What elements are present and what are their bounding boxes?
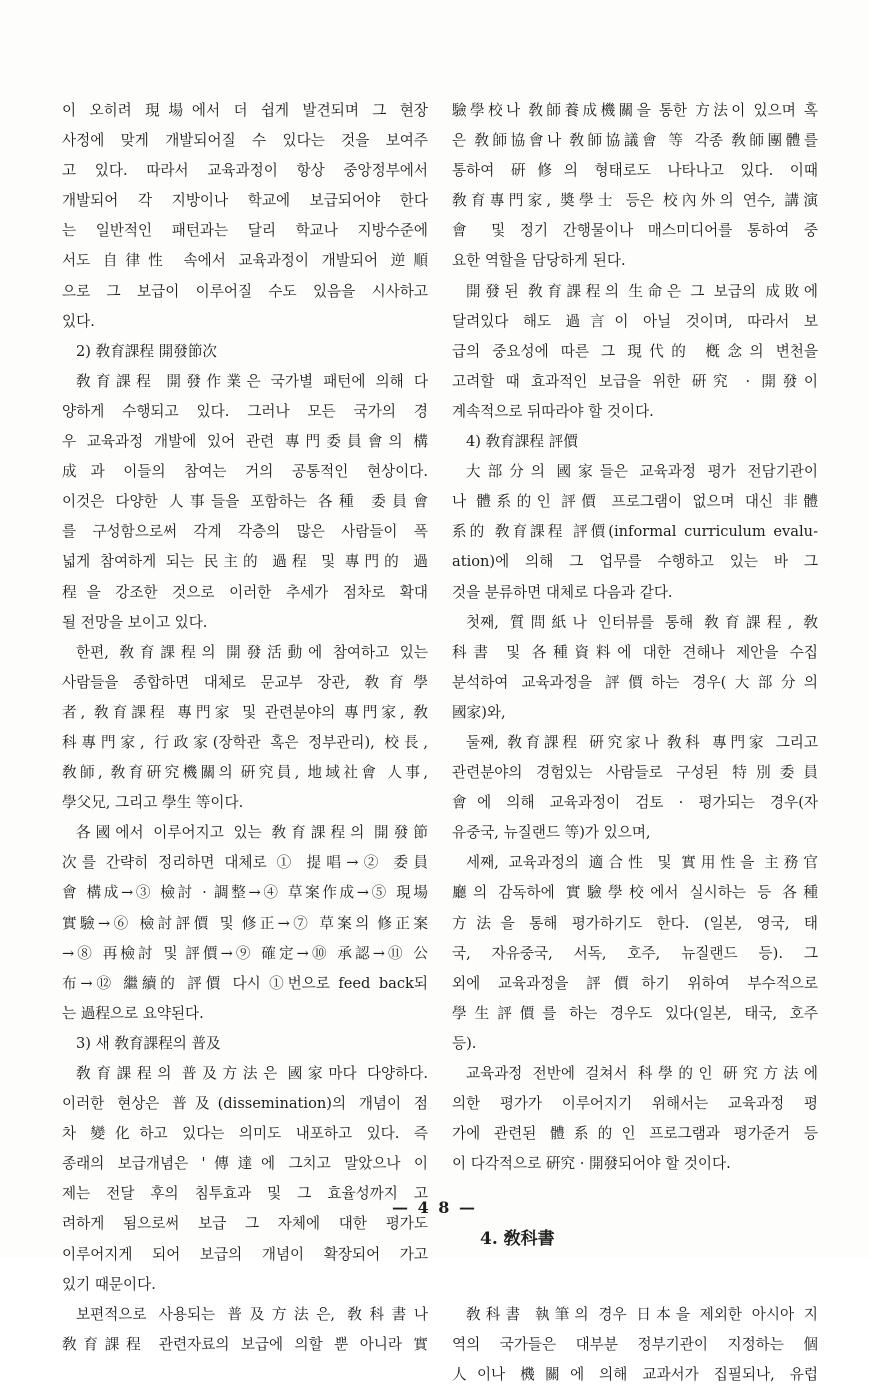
subsection-heading: 2) 敎育課程 開發節次 <box>76 342 218 360</box>
text-line: 會 構成→③ 檢討 · 調整→④ 草案作成→⑤ 現場 <box>62 884 428 902</box>
text-line: 사람들을 종합하면 대체로 문교부 장관, 敎育學 <box>62 673 428 691</box>
paragraph-first-line: 各國에서 이루어지고 있는 敎育課程의 開發節 <box>76 824 428 842</box>
text-line: 敎師, 敎育硏究機關의 硏究員, 地域社會 人事, <box>62 764 428 782</box>
paragraph-first-line: 둘째, 敎育課程 硏究家나 敎科 專門家 그리고 <box>466 733 818 751</box>
text-line: 분석하여 교육과정을 評價하는 경우(大部分의 <box>452 673 818 691</box>
text-line: 은 敎師協會나 敎師協議會 等 각종 敎師團體를 <box>452 132 818 150</box>
text-line: 科專門家, 行政家(장학관 혹은 정부관리), 校長, <box>62 733 428 751</box>
left-column <box>62 96 428 1360</box>
text-line: 이 오히려 現場에서 더 쉽게 발견되며 그 현장 <box>62 102 428 119</box>
paragraph-first-line: 敎科書 執筆의 경우 日本을 제외한 아시아 지 <box>466 1305 818 1323</box>
paragraph-first-line: 세째, 교육과정의 適合性 및 實用性을 主務官 <box>466 854 818 872</box>
text-line: 나 體系的인 評價 프로그램이 없으며 대신 非體 <box>452 493 818 511</box>
text-line: 려하게 됨으로써 보급 그 자체에 대한 평가도 <box>62 1215 428 1233</box>
text-line: 方法을 통해 평가하기도 한다. (일본, 영국, 태 <box>452 914 818 932</box>
paragraph-last-line: 요한 역할을 담당하게 된다. <box>452 252 626 270</box>
text-line: 系的 敎育課程 評價(informal curriculum evalu- <box>452 523 818 541</box>
text-line: 學生評價를 하는 경우도 있다(일본, 태국, 호주 <box>452 1004 818 1022</box>
page-number: — 4 8 — <box>392 1198 477 1217</box>
section-heading: 4. 敎科書 <box>480 1229 555 1250</box>
text-line: 양하게 수행되고 있다. 그러나 모든 국가의 경 <box>62 402 428 420</box>
text-line: 實驗→⑥ 檢討評價 및 修正→⑦ 草案의 修正案 <box>62 914 428 932</box>
paragraph-last-line: 유중국, 뉴질랜드 等)가 있으며, <box>452 824 651 842</box>
subsection-heading: 4) 敎育課程 評價 <box>466 433 578 451</box>
text-line: 넓게 참여하게 되는 民主的 過程 및 專門的 過 <box>62 553 428 571</box>
text-line: 次를 간략히 정리하면 대체로 ① 提唱→② 委員 <box>62 854 428 872</box>
text-line: 人이나 機關에 의해 교과서가 집필되나, 유럽 <box>452 1365 818 1383</box>
paragraph-first-line: 開發된 敎育課程의 生命은 그 보급의 成敗에 <box>466 282 818 300</box>
paragraph-last-line: 는 過程으로 요약된다. <box>62 1004 204 1022</box>
text-line: 會에 의해 교육과정이 검토 · 평가되는 경우(자 <box>452 794 818 812</box>
paragraph-first-line: 교육과정 전반에 걸쳐서 科學的인 硏究方法에 <box>466 1065 818 1082</box>
text-line: 는 일반적인 패턴과는 달리 학교나 지방수준에 <box>62 222 428 240</box>
text-line: 고려할 때 효과적인 보급을 위한 硏究 · 開發이 <box>452 372 818 390</box>
paragraph-first-line: 大部分의 國家들은 교육과정 평가 전담기관이 <box>466 463 818 481</box>
text-line: 이러한 현상은 普及(dissemination)의 개념이 점 <box>62 1095 428 1113</box>
subsection-heading: 3) 새 敎育課程의 普及 <box>76 1034 221 1052</box>
text-line: 관련분야의 경험있는 사람들로 구성된 特別委員 <box>452 764 818 782</box>
spacer <box>452 1269 818 1299</box>
text-line: 驗學校나 敎師養成機關을 통한 方法이 있으며 혹 <box>452 102 818 119</box>
text-line: 者, 敎育課程 專門家 및 관련분야의 專門家, 敎 <box>62 703 428 721</box>
text-line: 科書 및 各種資料에 대한 견해나 제안을 수집 <box>452 643 818 661</box>
paragraph-last-line: 있다. <box>62 312 95 330</box>
right-column <box>452 96 818 1390</box>
text-line: 布→⑫ 繼續的 評價 다시 ①번으로 feed back되 <box>62 974 428 992</box>
text-line: 급의 중요성에 따른 그 現代的 槪念의 변천을 <box>452 342 818 360</box>
text-line: 역의 국가들은 대부분 정부기관이 지정하는 個 <box>452 1335 818 1353</box>
paragraph-last-line: 것을 분류하면 대체로 다음과 같다. <box>452 583 673 601</box>
paragraph-first-line: 첫째, 質問紙나 인터뷰를 통해 敎育課程, 敎 <box>466 613 818 631</box>
text-line: 국, 자유중국, 서독, 호주, 뉴질랜드 등). 그 <box>452 944 818 962</box>
text-line: 제는 전달 후의 침투효과 및 그 효율성까지 고 <box>62 1185 428 1203</box>
text-line: →⑧ 再檢討 및 評價→⑨ 確定→⑩ 承認→⑪ 公 <box>62 944 428 962</box>
text-line: 가에 관련된 體系的인 프로그램과 평가준거 등 <box>452 1125 818 1143</box>
text-line: 成과 이들의 참여는 거의 공통적인 현상이다. <box>62 463 428 481</box>
text-line: 이루어지게 되어 보급의 개념이 확장되어 가고 <box>62 1245 428 1263</box>
paragraph-first-line: 보편적으로 사용되는 普及方法은, 敎科書나 <box>76 1305 428 1323</box>
text-line: 敎育專門家, 奬學士 등은 校內外의 연수, 講演 <box>452 192 818 210</box>
paragraph-last-line: 이 다각적으로 硏究 · 開發되어야 할 것이다. <box>452 1155 731 1173</box>
paragraph-first-line: 敎育課程 開發作業은 국가별 패턴에 의해 다 <box>76 372 428 390</box>
text-line: 서도 自律性 속에서 교육과정이 개발되어 逆順 <box>62 252 428 270</box>
text-line: 통하여 硏修의 형태로도 나타나고 있다. 이때 <box>452 162 818 180</box>
text-line: 으로 그 보급이 이루어질 수도 있음을 시사하고 <box>62 282 428 300</box>
text-line: 사정에 맞게 개발되어질 수 있다는 것을 보여주 <box>62 132 428 150</box>
text-line: 외에 교육과정을 評價하기 위하여 부수적으로 <box>452 974 818 992</box>
paragraph-last-line: 있기 때문이다. <box>62 1275 156 1293</box>
text-line: 程을 강조한 것으로 이러한 추세가 점차로 확대 <box>62 583 428 601</box>
text-line: 會 및 정기 간행물이나 매스미디어를 통하여 중 <box>452 222 818 240</box>
text-line: 의한 평가가 이루어지기 위해서는 교육과정 평 <box>452 1095 818 1113</box>
paragraph-last-line: 될 전망을 보이고 있다. <box>62 613 208 631</box>
paragraph-last-line: 學父兄, 그리고 學生 等이다. <box>62 794 244 812</box>
text-line: 종래의 보급개념은 '傳達에 그치고 말았으나 이 <box>62 1155 428 1173</box>
paragraph-last-line: 國家)와, <box>452 703 506 721</box>
text-line: 이것은 다양한 人事들을 포함하는 各種 委員會 <box>62 493 428 511</box>
text-line: 고 있다. 따라서 교육과정이 항상 중앙정부에서 <box>62 162 428 180</box>
text-line: 개발되어 각 지방이나 학교에 보급되어야 한다 <box>62 192 428 210</box>
paragraph-last-line: 계속적으로 뒤따라야 할 것이다. <box>452 402 654 420</box>
text-line: 를 구성함으로써 각계 각층의 많은 사람들이 폭 <box>62 523 428 541</box>
paragraph-first-line: 한편, 敎育課程의 開發活動에 참여하고 있는 <box>76 643 428 661</box>
paragraph-first-line: 敎育課程의 普及方法은 國家마다 다양하다. <box>76 1065 428 1082</box>
paragraph-last-line: 등). <box>452 1034 477 1052</box>
text-line: 廳의 감독하에 實驗學校에서 실시하는 등 各種 <box>452 884 818 902</box>
text-line: 우 교육과정 개발에 있어 관련 專門委員會의 構 <box>62 433 428 451</box>
text-line: 敎育課程 관련자료의 보급에 의할 뿐 아니라 實 <box>62 1335 428 1353</box>
text-line: ation)에 의해 그 업무를 수행하고 있는 바 그 <box>452 553 818 571</box>
text-line: 달려있다 해도 過言이 아닐 것이며, 따라서 보 <box>452 312 818 330</box>
text-line: 차 變化하고 있다는 의미도 내포하고 있다. 즉 <box>62 1125 428 1143</box>
